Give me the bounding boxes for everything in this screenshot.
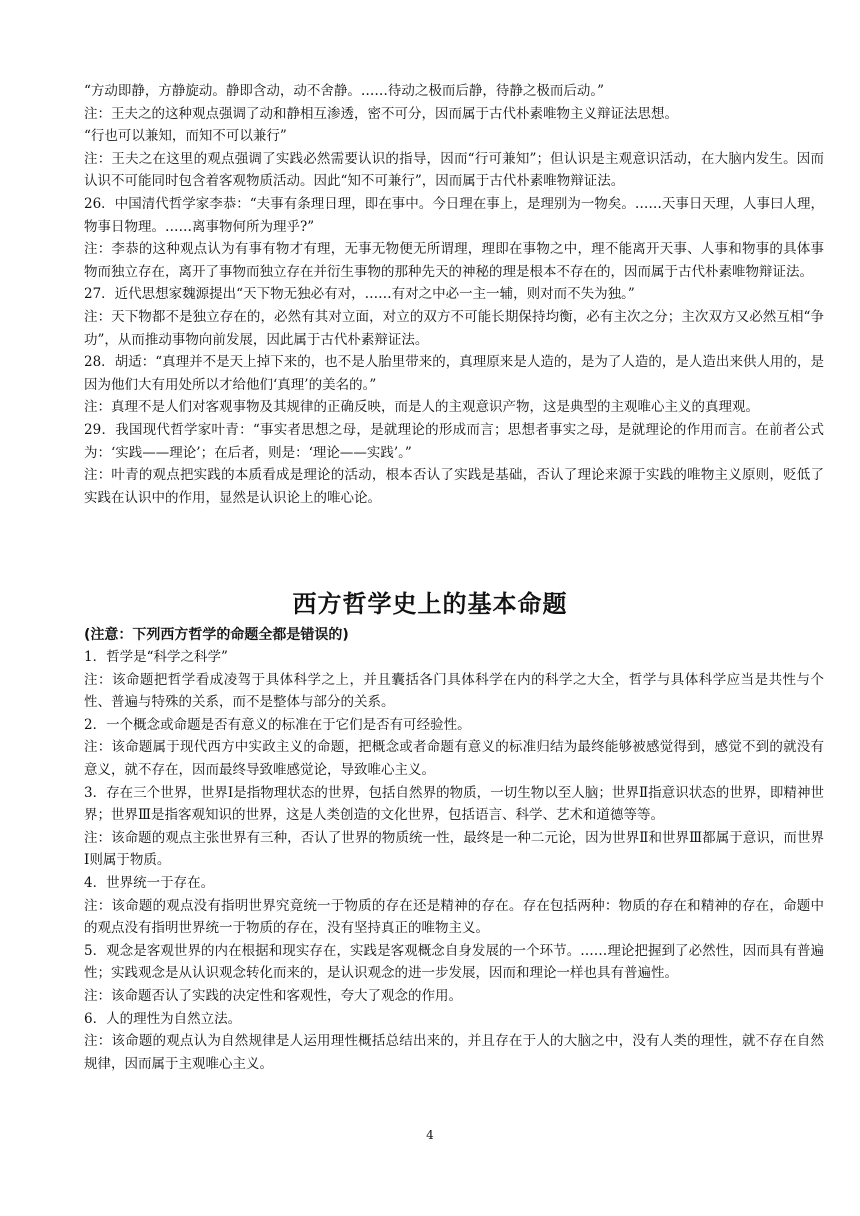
proposition-4: 4．世界统一于存在。 [84, 874, 215, 891]
note-line: 注：李恭的这种观点认为有事有物才有理，无事无物便无所谓理，理即在事物之中，理不能离开天事、人事和物事的具体事物而独立存在，离开了事物而独立存在并衍生事物的那种先天的神秘的理是根本不存在的，因而属于古代朴素唯物辩证法。 [84, 241, 824, 280]
item-28: 28．胡适：“真理并不是天上掉下来的，也不是人胎里带来的，真理原来是人造的，是为了人造的，是人造出来供人用的，是因为他们大有用处所以才给他们‘真理’的美名的。” [84, 354, 824, 393]
bottom-section [84, 646, 824, 1075]
quote-line: “方动即静，方静旋动。静即含动，动不舍静。……待动之极而后静，待静之极而后动。” [84, 83, 605, 99]
proposition-5: 5．观念是客观世界的内在根据和现实存在，实践是客观概念自身发展的一个环节。……理论把握到了必然性，因而具有普遍性；实践观念是从认识观念转化而来的，是认识观念的进一步发展，因而和理论一样也具有普遍性。 [84, 942, 824, 982]
note-line: 注：叶青的观点把实践的本质看成是理论的活动，根本否认了实践是基础，否认了理论来源于实践的唯物主义原则，贬低了实践在认识中的作用，显然是认识论上的唯心论。 [84, 467, 824, 506]
item-29: 29．我国现代哲学家叶青：“事实者思想之母，是就理论的形成而言；思想者事实之母，是就理论的作用而言。在前者公式为：‘实践——理论’；在后者，则是：‘理论——实践’。” [84, 421, 824, 461]
note-line: 注：该命题的观点认为自然规律是人运用理性概括总结出来的，并且存在于人的大脑之中，没有人类的理性，就不存在自然规律，因而属于主观唯心主义。 [84, 1033, 824, 1072]
item-26: 26．中国清代哲学家李恭：“夫事有条理日理，即在事中。今日理在事上，是理别为一物矣。……天事日天理，人事曰人理，物事日物理。……离事物何所为理乎?” [84, 195, 824, 235]
proposition-3: 3．存在三个世界，世界Ⅰ是指物理状态的世界，包括自然界的物质，一切生物以至人脑；世界Ⅱ指意识状态的世界，即精神世界；世界Ⅲ是指客观知识的世界，这是人类创造的文化世界，包括语言、科学、艺术和道德等等。 [84, 784, 824, 824]
note-line: 注：该命题属于现代西方中实政主义的命题，把概念或者命题有意义的标准归结为最终能够被感觉得到，感觉不到的就没有意义，就不存在，因而最终导致唯感觉论，导致唯心主义。 [84, 739, 824, 778]
page-number: 4 [426, 1128, 434, 1142]
proposition-1: 1．哲学是“科学之科学” [84, 649, 228, 665]
proposition-6: 6．人的理性为自然立法。 [84, 1010, 242, 1027]
note-line: 注：该命题的观点没有指明世界究竟统一于物质的存在还是精神的存在。存在包括两种：物质的存在和精神的存在，命题中的观点没有指明世界统一于物质的存在，没有坚持真正的唯物主义。 [84, 897, 824, 937]
section-title: 西方哲学史上的基本命题 [292, 590, 568, 618]
note-line: 注：王夫之在这里的观点强调了实践必然需要认识的指导，因而“行可兼知”；但认识是主观意识活动，在大脑内发生。因而认识不可能同时包含着客观物质活动。因此“知不可兼行”，因而属于古代朴素唯物辩证法。 [84, 150, 824, 190]
note-line: 注：该命题否认了实践的决定性和客观性，夸大了观念的作用。 [84, 987, 462, 1004]
item-27: 27．近代思想家魏源提出“天下物无独必有对，……有对之中必一主一辅，则对而不失为独。” [84, 286, 635, 303]
proposition-2: 2．一个概念或命题是否有意义的标准在于它们是否有可经验性。 [84, 716, 471, 733]
section-note: (注意：下列西方哲学的命题全都是错误的) [84, 627, 349, 643]
note-line: 注：真理不是人们对客观事物及其规律的正确反映，而是人的主观意识产物，这是典型的主观唯心主义的真理观。 [84, 399, 759, 416]
top-section [84, 80, 824, 509]
quote-line: “行也可以兼知，而知不可以兼行” [84, 128, 287, 145]
note-line: 注：该命题的观点主张世界有三种，否认了世界的物质统一性，最终是一种二元论，因为世界Ⅱ和世界Ⅲ都属于意识，而世界Ⅰ则属于物质。 [84, 829, 824, 869]
note-line: 注：该命题把哲学看成凌驾于具体科学之上，并且囊括各门具体科学在内的科学之大全，哲学与具体科学应当是共性与个性、普遍与特殊的关系，而不是整体与部分的关系。 [84, 671, 824, 711]
note-line: 注：王夫之的这种观点强调了动和静相互渗透，密不可分，因而属于古代朴素唯物主义辩证法思想。 [84, 105, 678, 122]
note-line: 注：天下物都不是独立存在的，必然有其对立面，对立的双方不可能长期保持均衡，必有主次之分；主次双方又必然互相“争功”，从而推动事物向前发展，因此属于古代朴素辩证法。 [84, 308, 824, 348]
